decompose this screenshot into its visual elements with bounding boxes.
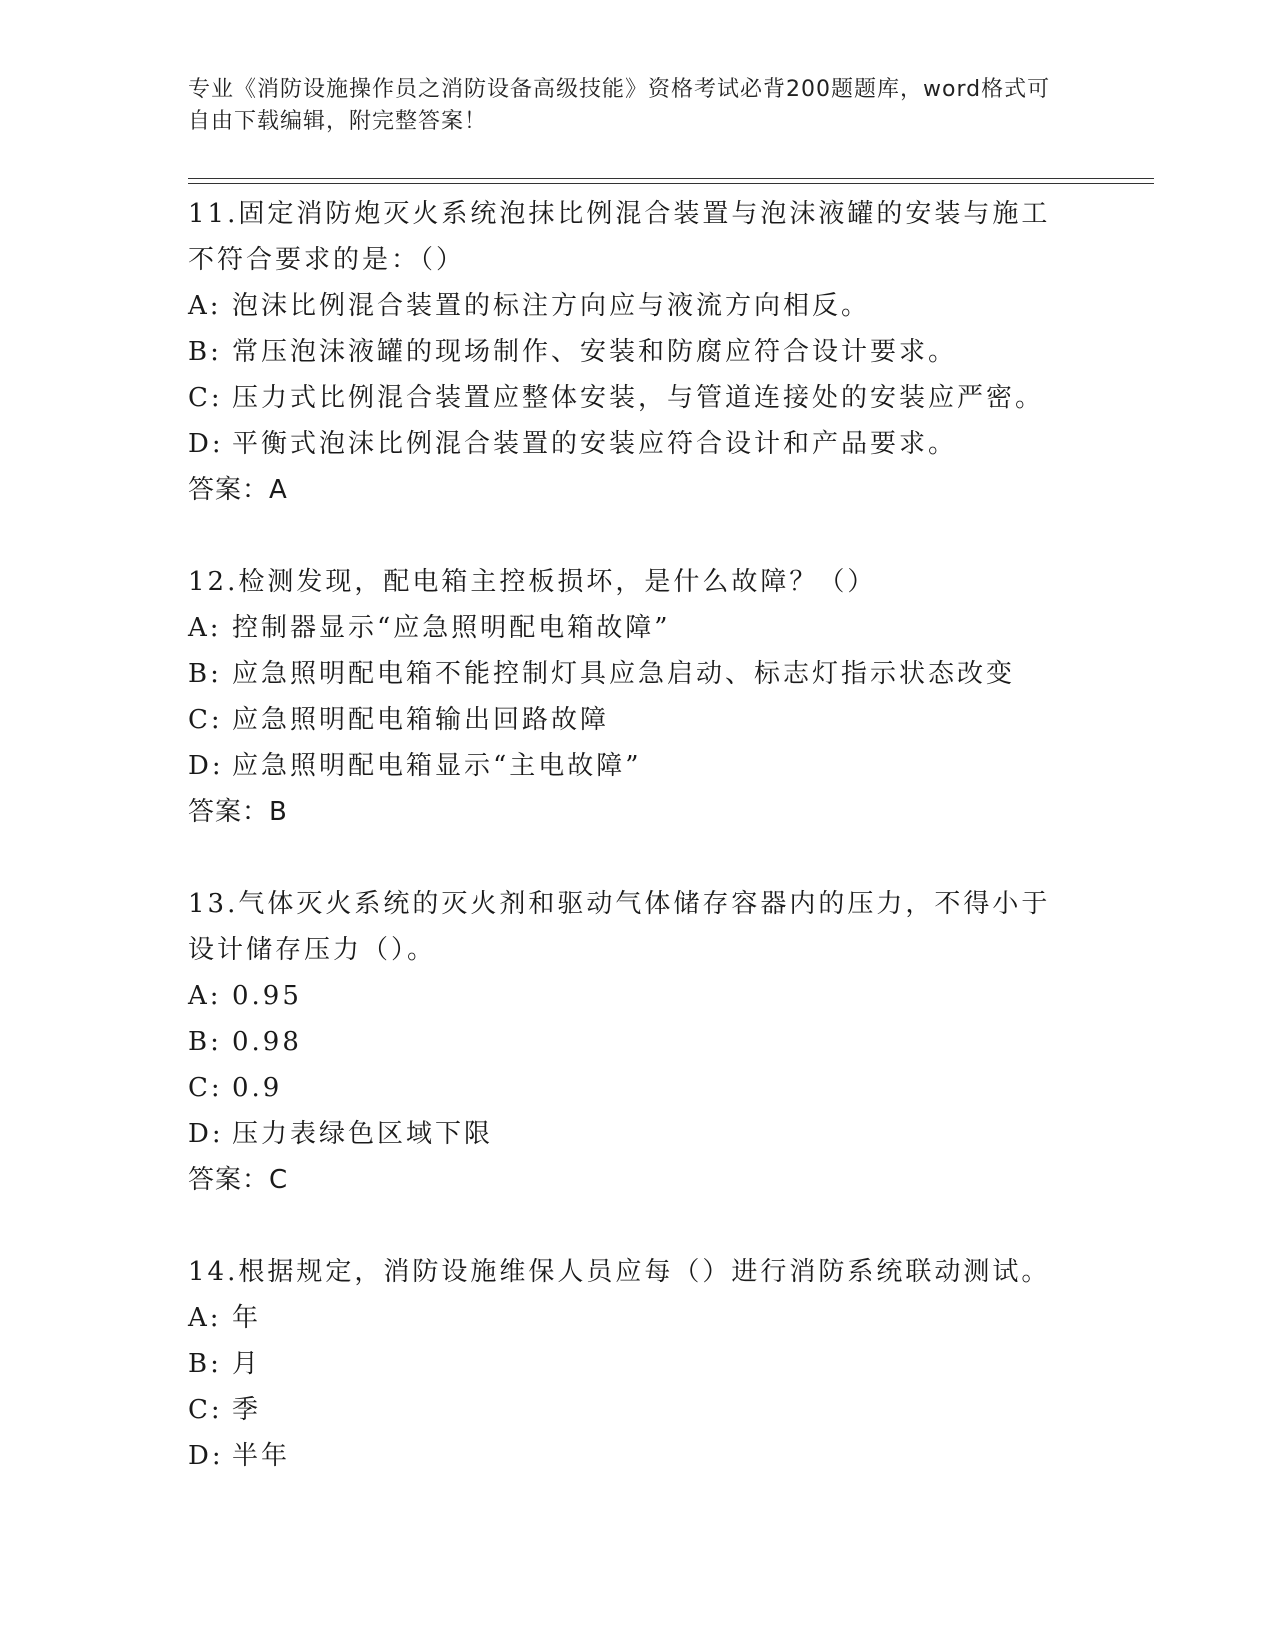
option-text: 应急照明配电箱不能控制灯具应急启动、标志灯指示状态改变: [232, 659, 1016, 689]
option-text: 季: [232, 1395, 262, 1425]
option-key: C:: [188, 1395, 223, 1425]
question-list: [188, 191, 1078, 1525]
option-text: 应急照明配电箱输出回路故障: [232, 705, 610, 735]
option-text: 压力式比例混合装置应整体安装，与管道连接处的安装应严密。: [232, 383, 1045, 413]
option-key: D:: [188, 1441, 224, 1471]
header-divider-top: [188, 178, 1154, 179]
option-b: [188, 329, 1078, 375]
option-key: C:: [188, 1073, 223, 1103]
question-11: [188, 191, 1078, 513]
option-c: [188, 697, 1078, 743]
option-key: D:: [188, 751, 224, 781]
option-key: B:: [188, 1349, 222, 1379]
question-12: [188, 559, 1078, 835]
option-text: 半年: [232, 1441, 291, 1471]
option-d: [188, 743, 1078, 789]
question-stem: 14.根据规定，消防设施维保人员应每（）进行消防系统联动测试。: [188, 1257, 1051, 1287]
option-a: [188, 283, 1078, 329]
option-b: [188, 1019, 1078, 1065]
option-a: [188, 973, 1078, 1019]
option-b: [188, 1341, 1078, 1387]
option-key: C:: [188, 383, 223, 413]
option-key: A:: [188, 981, 222, 1011]
option-key: A:: [188, 291, 222, 321]
option-key: B:: [188, 337, 222, 367]
question-stem: 11.固定消防炮灭火系统泡抹比例混合装置与泡沫液罐的安装与施工不符合要求的是：（）: [188, 199, 1051, 275]
question-stem: 12.检测发现，配电箱主控板损坏，是什么故障？（）: [188, 567, 877, 597]
option-key: D:: [188, 429, 224, 459]
option-text: 泡沫比例混合装置的标注方向应与液流方向相反。: [232, 291, 871, 321]
option-key: B:: [188, 1027, 222, 1057]
option-c: [188, 1387, 1078, 1433]
option-a: [188, 605, 1078, 651]
option-d: [188, 421, 1078, 467]
option-key: A:: [188, 1303, 222, 1333]
answer-line: 答案：B: [188, 797, 288, 827]
option-key: B:: [188, 659, 222, 689]
option-key: D:: [188, 1119, 224, 1149]
option-text: 应急照明配电箱显示“主电故障”: [232, 751, 642, 781]
question-stem: 13.气体灭火系统的灭火剂和驱动气体储存容器内的压力，不得小于设计储存压力（）。: [188, 889, 1051, 965]
answer-line: 答案：A: [188, 475, 288, 505]
option-c: [188, 1065, 1078, 1111]
question-14: [188, 1249, 1078, 1479]
option-c: [188, 375, 1078, 421]
document-header: 专业《消防设施操作员之消防设备高级技能》资格考试必背200题题库，word格式可自由下载编辑，附完整答案！: [188, 77, 1051, 134]
option-text: 月: [232, 1349, 262, 1379]
option-key: A:: [188, 613, 222, 643]
option-text: 压力表绿色区域下限: [232, 1119, 494, 1149]
option-text: 0.95: [232, 981, 302, 1011]
option-key: C:: [188, 705, 223, 735]
option-d: [188, 1111, 1078, 1157]
option-text: 0.9: [232, 1073, 283, 1103]
option-text: 0.98: [232, 1027, 302, 1057]
option-text: 年: [232, 1303, 262, 1333]
header-divider-bottom: [188, 183, 1154, 184]
option-b: [188, 651, 1078, 697]
answer-line: 答案：C: [188, 1165, 289, 1195]
option-a: [188, 1295, 1078, 1341]
option-text: 平衡式泡沫比例混合装置的安装应符合设计和产品要求。: [232, 429, 958, 459]
option-text: 常压泡沫液罐的现场制作、安装和防腐应符合设计要求。: [232, 337, 958, 367]
question-13: [188, 881, 1078, 1203]
option-d: [188, 1433, 1078, 1479]
option-text: 控制器显示“应急照明配电箱故障”: [232, 613, 671, 643]
